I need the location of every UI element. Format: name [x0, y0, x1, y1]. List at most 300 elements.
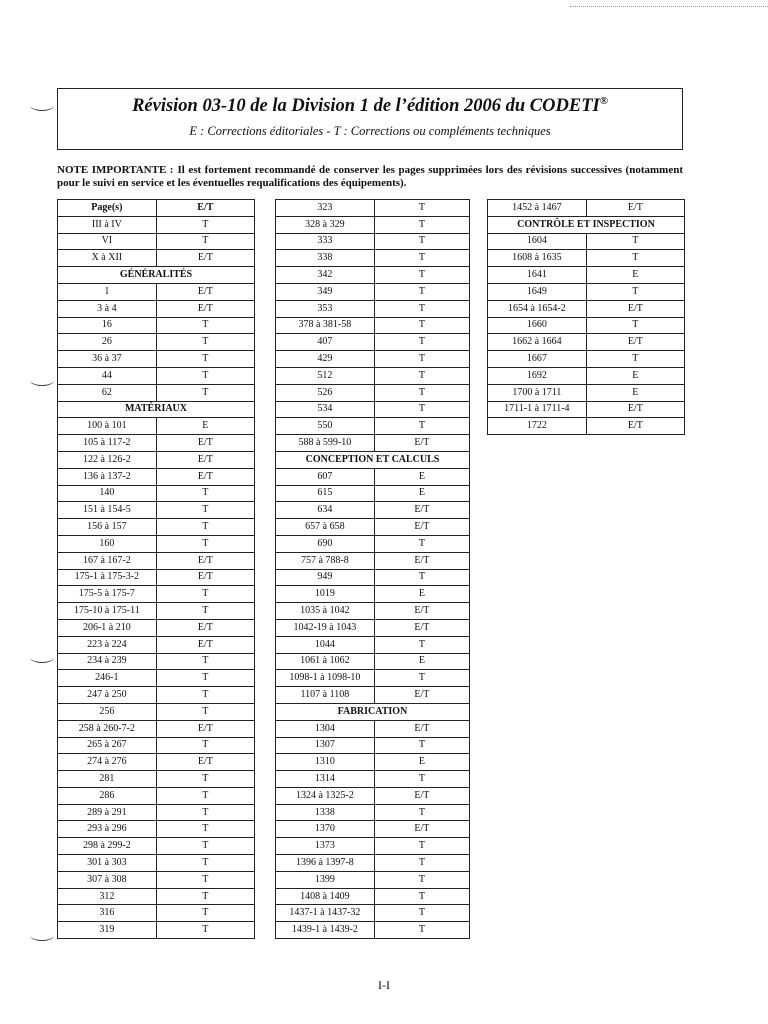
- table-row: [58, 435, 255, 452]
- cell-type: T: [156, 804, 254, 821]
- cell-pages: 1399: [276, 871, 375, 888]
- table-row: [276, 771, 470, 788]
- cell-type: E/T: [586, 200, 684, 217]
- table-row: [276, 653, 470, 670]
- cell-type: T: [156, 485, 254, 502]
- cell-pages: 323: [276, 200, 375, 217]
- table-row: [276, 720, 470, 737]
- cell-type: T: [156, 519, 254, 536]
- table-row: [276, 922, 470, 939]
- header-box: [57, 88, 683, 150]
- table-row: [58, 216, 255, 233]
- cell-type: E/T: [156, 720, 254, 737]
- cell-pages: 206-1 à 210: [58, 619, 157, 636]
- table-row: [276, 636, 470, 653]
- table-row: [276, 418, 470, 435]
- table-row: [276, 552, 470, 569]
- section-title: CONTRÔLE ET INSPECTION: [488, 216, 685, 233]
- legend-text: E : Corrections éditoriales - T : Corrections ou compléments techniques: [189, 124, 551, 139]
- cell-type: T: [156, 703, 254, 720]
- important-note: [57, 164, 683, 190]
- table-row: [488, 233, 685, 250]
- cell-pages: 293 à 296: [58, 821, 157, 838]
- table-row: [58, 636, 255, 653]
- cell-pages: X à XII: [58, 250, 157, 267]
- table-row: [276, 468, 470, 485]
- table-row: [58, 250, 255, 267]
- cell-type: T: [374, 267, 469, 284]
- revision-table-column-2: [275, 199, 470, 939]
- cell-pages: 1370: [276, 821, 375, 838]
- cell-type: E/T: [374, 552, 469, 569]
- cell-pages: 607: [276, 468, 375, 485]
- table-row: [276, 838, 470, 855]
- table-row: [58, 720, 255, 737]
- table-row: [276, 334, 470, 351]
- table-row: [276, 317, 470, 334]
- cell-pages: 316: [58, 905, 157, 922]
- cell-type: E: [374, 485, 469, 502]
- cell-type: T: [374, 838, 469, 855]
- cell-type: E/T: [156, 754, 254, 771]
- cell-type: E/T: [374, 603, 469, 620]
- cell-pages: 1044: [276, 636, 375, 653]
- table-row: [488, 367, 685, 384]
- cell-type: E: [586, 267, 684, 284]
- scan-top-rule: [570, 6, 768, 7]
- cell-pages: 1324 à 1325-2: [276, 787, 375, 804]
- cell-pages: 1338: [276, 804, 375, 821]
- table-row: [276, 250, 470, 267]
- cell-pages: 319: [58, 922, 157, 939]
- section-header-row: [276, 703, 470, 720]
- table-row: [58, 603, 255, 620]
- cell-pages: 534: [276, 401, 375, 418]
- cell-type: T: [586, 351, 684, 368]
- cell-pages: 1304: [276, 720, 375, 737]
- cell-type: T: [156, 653, 254, 670]
- cell-pages: 281: [58, 771, 157, 788]
- cell-pages: 1641: [488, 267, 587, 284]
- cell-type: E/T: [156, 619, 254, 636]
- table-row: [58, 569, 255, 586]
- table-row: [58, 334, 255, 351]
- cell-type: T: [156, 922, 254, 939]
- cell-type: E/T: [374, 787, 469, 804]
- cell-type: T: [374, 569, 469, 586]
- cell-pages: 1035 à 1042: [276, 603, 375, 620]
- table-row: [58, 737, 255, 754]
- table-row: [58, 502, 255, 519]
- cell-pages: 122 à 126-2: [58, 451, 157, 468]
- cell-type: E/T: [374, 619, 469, 636]
- header-type: E/T: [156, 200, 254, 217]
- table-row: [276, 233, 470, 250]
- table-row: [276, 283, 470, 300]
- cell-pages: 156 à 157: [58, 519, 157, 536]
- table-row: [276, 871, 470, 888]
- cell-pages: 3 à 4: [58, 300, 157, 317]
- cell-pages: 1722: [488, 418, 587, 435]
- cell-pages: 1310: [276, 754, 375, 771]
- table-row: [58, 888, 255, 905]
- cell-type: E/T: [374, 687, 469, 704]
- cell-pages: 160: [58, 535, 157, 552]
- cell-type: T: [374, 283, 469, 300]
- cell-pages: 265 à 267: [58, 737, 157, 754]
- cell-pages: 588 à 599-10: [276, 435, 375, 452]
- table-row: [488, 300, 685, 317]
- table-row: [276, 586, 470, 603]
- section-header-row: [276, 451, 470, 468]
- cell-type: T: [156, 871, 254, 888]
- table-row: [58, 451, 255, 468]
- table-row: [58, 552, 255, 569]
- table-row: [488, 267, 685, 284]
- cell-type: T: [156, 821, 254, 838]
- cell-type: T: [374, 888, 469, 905]
- cell-pages: VI: [58, 233, 157, 250]
- table-row: [276, 367, 470, 384]
- table-row: [58, 586, 255, 603]
- cell-pages: 307 à 308: [58, 871, 157, 888]
- cell-type: T: [374, 351, 469, 368]
- cell-pages: 1061 à 1062: [276, 653, 375, 670]
- table-row: [488, 384, 685, 401]
- cell-type: E: [374, 754, 469, 771]
- table-row: [276, 888, 470, 905]
- cell-type: E/T: [156, 636, 254, 653]
- cell-pages: 550: [276, 418, 375, 435]
- table-row: [58, 233, 255, 250]
- cell-type: E/T: [156, 552, 254, 569]
- cell-pages: 175-5 à 175-7: [58, 586, 157, 603]
- table-row: [276, 535, 470, 552]
- cell-pages: 429: [276, 351, 375, 368]
- table-row: [276, 485, 470, 502]
- cell-pages: III à IV: [58, 216, 157, 233]
- cell-type: T: [156, 670, 254, 687]
- cell-type: T: [374, 871, 469, 888]
- cell-pages: 1098-1 à 1098-10: [276, 670, 375, 687]
- table-row: [58, 283, 255, 300]
- header-pages: Page(s): [58, 200, 157, 217]
- table-row: [58, 838, 255, 855]
- table-row: [58, 485, 255, 502]
- cell-pages: 342: [276, 267, 375, 284]
- cell-pages: 526: [276, 384, 375, 401]
- table-row: [58, 468, 255, 485]
- cell-type: T: [586, 233, 684, 250]
- cell-pages: 1608 à 1635: [488, 250, 587, 267]
- revision-table-column-3: [487, 199, 685, 435]
- cell-pages: 757 à 788-8: [276, 552, 375, 569]
- cell-pages: 312: [58, 888, 157, 905]
- cell-type: T: [156, 502, 254, 519]
- table-row: [58, 922, 255, 939]
- table-row: [488, 351, 685, 368]
- table-row: [58, 687, 255, 704]
- cell-pages: 167 à 167-2: [58, 552, 157, 569]
- cell-pages: 1: [58, 283, 157, 300]
- cell-type: T: [156, 787, 254, 804]
- table-row: [276, 300, 470, 317]
- table-row: [488, 283, 685, 300]
- table-row: [276, 351, 470, 368]
- cell-type: E/T: [156, 283, 254, 300]
- cell-pages: 1042-19 à 1043: [276, 619, 375, 636]
- cell-pages: 1654 à 1654-2: [488, 300, 587, 317]
- table-header-row: [58, 200, 255, 217]
- cell-type: T: [374, 804, 469, 821]
- table-row: [276, 821, 470, 838]
- cell-type: T: [156, 603, 254, 620]
- cell-type: E/T: [156, 468, 254, 485]
- table-row: [58, 351, 255, 368]
- cell-type: T: [374, 216, 469, 233]
- cell-type: E/T: [374, 720, 469, 737]
- cell-type: T: [156, 905, 254, 922]
- table-row: [58, 871, 255, 888]
- cell-type: T: [374, 233, 469, 250]
- cell-type: E/T: [156, 250, 254, 267]
- cell-pages: 1396 à 1397-8: [276, 855, 375, 872]
- cell-pages: 949: [276, 569, 375, 586]
- cell-pages: 1307: [276, 737, 375, 754]
- table-row: [488, 250, 685, 267]
- cell-pages: 258 à 260-7-2: [58, 720, 157, 737]
- cell-pages: 328 à 329: [276, 216, 375, 233]
- cell-type: E/T: [156, 451, 254, 468]
- cell-type: T: [586, 250, 684, 267]
- section-header-row: [58, 267, 255, 284]
- cell-pages: 1373: [276, 838, 375, 855]
- page-number: I-I: [378, 978, 390, 992]
- table-row: [58, 300, 255, 317]
- cell-type: T: [156, 216, 254, 233]
- punch-hole-mark: [30, 652, 54, 663]
- cell-type: E: [374, 468, 469, 485]
- cell-type: T: [156, 855, 254, 872]
- cell-type: T: [156, 334, 254, 351]
- table-row: [276, 619, 470, 636]
- cell-pages: 1660: [488, 317, 587, 334]
- cell-pages: 140: [58, 485, 157, 502]
- table-row: [276, 754, 470, 771]
- cell-pages: 1700 à 1711: [488, 384, 587, 401]
- cell-type: T: [374, 737, 469, 754]
- cell-type: E/T: [586, 401, 684, 418]
- table-row: [58, 670, 255, 687]
- cell-type: E: [374, 586, 469, 603]
- section-title: GÉNÉRALITÉS: [58, 267, 255, 284]
- cell-pages: 338: [276, 250, 375, 267]
- cell-type: T: [374, 317, 469, 334]
- cell-type: E/T: [586, 334, 684, 351]
- cell-pages: 301 à 303: [58, 855, 157, 872]
- table-row: [58, 703, 255, 720]
- cell-pages: 657 à 658: [276, 519, 375, 536]
- cell-type: T: [374, 670, 469, 687]
- cell-pages: 407: [276, 334, 375, 351]
- cell-pages: 512: [276, 367, 375, 384]
- table-row: [488, 317, 685, 334]
- cell-type: T: [586, 317, 684, 334]
- cell-pages: 136 à 137-2: [58, 468, 157, 485]
- table-row: [58, 771, 255, 788]
- cell-type: T: [374, 418, 469, 435]
- cell-pages: 1314: [276, 771, 375, 788]
- table-row: [58, 535, 255, 552]
- table-row: [276, 787, 470, 804]
- table-row: [276, 737, 470, 754]
- cell-pages: 1107 à 1108: [276, 687, 375, 704]
- section-header-row: [58, 401, 255, 418]
- cell-pages: 246-1: [58, 670, 157, 687]
- cell-pages: 175-1 à 175-3-2: [58, 569, 157, 586]
- cell-pages: 690: [276, 535, 375, 552]
- cell-pages: 36 à 37: [58, 351, 157, 368]
- cell-type: E/T: [156, 300, 254, 317]
- cell-pages: 247 à 250: [58, 687, 157, 704]
- cell-pages: 1408 à 1409: [276, 888, 375, 905]
- cell-type: E: [156, 418, 254, 435]
- note-label: NOTE IMPORTANTE :: [57, 164, 174, 176]
- table-row: [58, 905, 255, 922]
- cell-pages: 1662 à 1664: [488, 334, 587, 351]
- cell-type: T: [156, 737, 254, 754]
- table-row: [488, 401, 685, 418]
- cell-pages: 1711-1 à 1711-4: [488, 401, 587, 418]
- cell-pages: 286: [58, 787, 157, 804]
- cell-pages: 1692: [488, 367, 587, 384]
- cell-type: T: [374, 367, 469, 384]
- table-row: [488, 334, 685, 351]
- cell-type: E/T: [586, 418, 684, 435]
- cell-type: T: [374, 200, 469, 217]
- table-row: [488, 418, 685, 435]
- table-row: [276, 502, 470, 519]
- cell-pages: 1437-1 à 1437-32: [276, 905, 375, 922]
- section-title: MATÉRIAUX: [58, 401, 255, 418]
- punch-hole-mark: [30, 100, 54, 111]
- cell-type: T: [156, 586, 254, 603]
- note-text: Il est fortement recommandé de conserver les pages supprimées lors des révisions successives (notamment pour le suivi en service et les éventuelles requalifications des équipements).: [57, 164, 683, 189]
- cell-pages: 353: [276, 300, 375, 317]
- cell-type: E/T: [374, 821, 469, 838]
- cell-pages: 1019: [276, 586, 375, 603]
- cell-pages: 105 à 117-2: [58, 435, 157, 452]
- cell-type: T: [374, 922, 469, 939]
- cell-pages: 16: [58, 317, 157, 334]
- cell-type: E/T: [374, 502, 469, 519]
- section-header-row: [488, 216, 685, 233]
- table-row: [58, 821, 255, 838]
- table-row: [276, 435, 470, 452]
- cell-type: T: [156, 233, 254, 250]
- cell-type: T: [374, 771, 469, 788]
- cell-pages: 378 à 381-58: [276, 317, 375, 334]
- cell-pages: 44: [58, 367, 157, 384]
- table-row: [58, 804, 255, 821]
- cell-pages: 349: [276, 283, 375, 300]
- table-row: [276, 569, 470, 586]
- cell-pages: 234 à 239: [58, 653, 157, 670]
- table-row: [58, 754, 255, 771]
- cell-pages: 615: [276, 485, 375, 502]
- cell-type: T: [156, 838, 254, 855]
- cell-pages: 1439-1 à 1439-2: [276, 922, 375, 939]
- cell-type: T: [156, 351, 254, 368]
- table-row: [276, 905, 470, 922]
- cell-type: E: [374, 653, 469, 670]
- table-row: [58, 619, 255, 636]
- punch-hole-mark: [30, 930, 54, 941]
- cell-type: E/T: [374, 435, 469, 452]
- cell-type: T: [156, 687, 254, 704]
- punch-hole-mark: [30, 375, 54, 386]
- table-row: [276, 603, 470, 620]
- cell-type: T: [156, 535, 254, 552]
- revision-table-column-1: [57, 199, 255, 939]
- cell-type: E: [586, 367, 684, 384]
- section-title: FABRICATION: [276, 703, 470, 720]
- cell-pages: 289 à 291: [58, 804, 157, 821]
- cell-pages: 256: [58, 703, 157, 720]
- table-row: [58, 653, 255, 670]
- table-row: [58, 519, 255, 536]
- table-row: [58, 317, 255, 334]
- table-row: [58, 367, 255, 384]
- cell-type: T: [156, 771, 254, 788]
- section-title: CONCEPTION ET CALCULS: [276, 451, 470, 468]
- table-row: [276, 216, 470, 233]
- cell-type: E/T: [586, 300, 684, 317]
- cell-type: T: [374, 384, 469, 401]
- cell-type: T: [374, 401, 469, 418]
- cell-type: T: [374, 636, 469, 653]
- page-title: Révision 03-10 de la Division 1 de l’édition 2006 du CODETI®: [132, 95, 608, 117]
- cell-pages: 333: [276, 233, 375, 250]
- cell-pages: 1604: [488, 233, 587, 250]
- table-row: [276, 401, 470, 418]
- cell-pages: 26: [58, 334, 157, 351]
- cell-type: T: [156, 367, 254, 384]
- table-row: [58, 384, 255, 401]
- cell-pages: 1667: [488, 351, 587, 368]
- cell-type: E/T: [156, 435, 254, 452]
- registered-mark: ®: [599, 95, 608, 107]
- cell-pages: 274 à 276: [58, 754, 157, 771]
- table-row: [488, 200, 685, 217]
- cell-type: T: [586, 283, 684, 300]
- cell-type: T: [156, 888, 254, 905]
- table-row: [276, 855, 470, 872]
- table-row: [276, 687, 470, 704]
- cell-pages: 100 à 101: [58, 418, 157, 435]
- cell-type: T: [156, 384, 254, 401]
- table-row: [276, 267, 470, 284]
- cell-pages: 1649: [488, 283, 587, 300]
- table-row: [58, 787, 255, 804]
- table-row: [58, 418, 255, 435]
- table-row: [276, 200, 470, 217]
- cell-pages: 175-10 à 175-11: [58, 603, 157, 620]
- cell-type: T: [374, 535, 469, 552]
- cell-type: E/T: [156, 569, 254, 586]
- cell-type: T: [374, 250, 469, 267]
- cell-pages: 223 à 224: [58, 636, 157, 653]
